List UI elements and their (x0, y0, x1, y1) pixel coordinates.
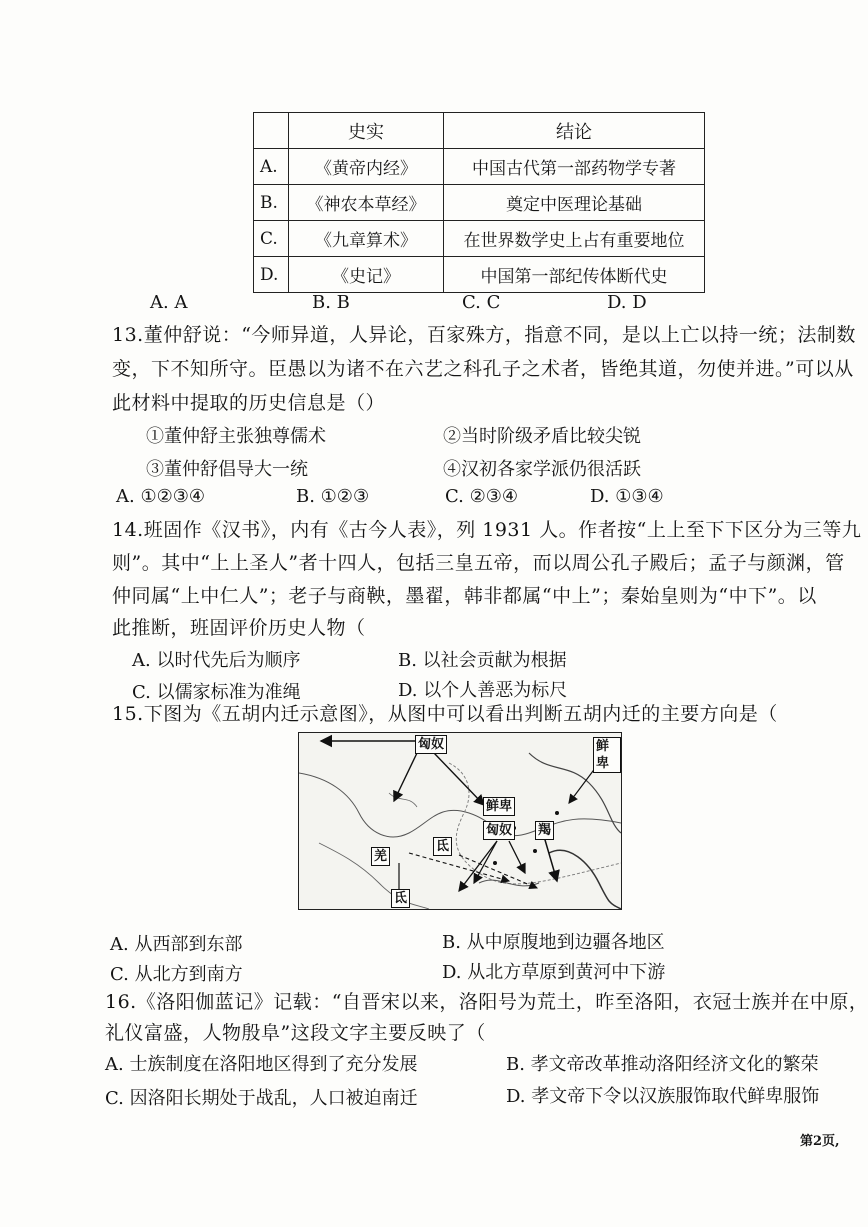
table-header-cell: 结论 (444, 113, 705, 149)
q13-stem-line-3: 此材料中提取的历史信息是（） (112, 392, 386, 414)
table-cell: 《九章算术》 (289, 221, 444, 257)
q16-stem-line-1: 16.《洛阳伽蓝记》记载：“自晋宋以来，洛阳号为荒土，昨至洛阳，衣冠士族并在中原， (105, 991, 868, 1013)
q16-stem-line-2: 礼仪富盛，人物殷阜”这段文字主要反映了（ (105, 1022, 486, 1044)
map-label-di-center: 氐 (433, 837, 452, 856)
map-label-jie: 羯 (535, 821, 554, 840)
q14-stem-line-1: 14.班固作《汉书》，内有《古今人表》，列 1931 人。作者按“上上至下下区分为三等九 (112, 519, 862, 541)
q12-option-b[interactable]: B. B (312, 292, 350, 313)
q13-option-d[interactable]: D. ①③④ (590, 486, 664, 507)
q13-statement-1: ①董仲舒主张独尊儒术 (146, 426, 326, 447)
q15-option-d[interactable]: D. 从北方草原到黄河中下游 (442, 962, 666, 983)
q14-stem-line-2: 则”。其中“上上圣人”者十四人，包括三皇五帝，而以周公孔子殿后；孟子与颜渊，管 (112, 552, 845, 574)
q14-stem-line-3: 仲同属“上中仁人”；老子与商鞅，墨翟，韩非都属“中上”；秦始皇则为“中下”。以 (112, 585, 817, 607)
table-cell: D. (254, 257, 289, 293)
table-header-cell: 史实 (289, 113, 444, 149)
q12-option-a[interactable]: A. A (150, 292, 188, 313)
q13-stem-line-2: 变，下不知所守。臣愚以为诸不在六艺之科孔子之术者，皆绝其道，勿使并进。”可以从 (112, 358, 854, 380)
q16-option-b[interactable]: B. 孝文帝改革推动洛阳经济文化的繁荣 (506, 1054, 819, 1075)
table-row (254, 221, 705, 257)
table-cell: B. (254, 185, 289, 221)
q14-option-b[interactable]: B. 以社会贡献为根据 (398, 650, 567, 671)
q14-option-d[interactable]: D. 以个人善恶为标尺 (398, 680, 568, 701)
five-hu-migration-map (298, 732, 622, 910)
q13-option-b[interactable]: B. ①②③ (296, 486, 370, 507)
q14-stem-line-4: 此推断，班固评价历史人物（ (112, 617, 366, 639)
table-cell: 《史记》 (289, 257, 444, 293)
table-row (254, 149, 705, 185)
q13-option-a[interactable]: A. ①②③④ (116, 486, 205, 507)
table-header-row (254, 113, 705, 149)
table-cell: A. (254, 149, 289, 185)
table-cell: 《神农本草经》 (289, 185, 444, 221)
q15-option-b[interactable]: B. 从中原腹地到边疆各地区 (442, 932, 665, 953)
map-label-xianbei: 鲜卑 (483, 797, 515, 816)
q12-option-d[interactable]: D. D (607, 292, 647, 313)
q13-statement-4: ④汉初各家学派仍很活跃 (443, 459, 641, 480)
q13-stem-line-1: 13.董仲舒说：“今师异道，人异论，百家殊方，指意不同，是以上亡以持一统；法制数 (112, 324, 856, 346)
q14-option-a[interactable]: A. 以时代先后为顺序 (132, 650, 301, 671)
table-row (254, 257, 705, 293)
q14-option-c[interactable]: C. 以儒家标准为准绳 (132, 682, 301, 703)
table-cell: 中国第一部纪传体断代史 (444, 257, 705, 293)
table-cell: 中国古代第一部药物学专著 (444, 149, 705, 185)
map-label-xianbei-northeast: 鲜卑 (593, 737, 621, 773)
map-drawing (299, 733, 621, 909)
q12-table (253, 112, 705, 293)
table-header-cell (254, 113, 289, 149)
table-row (254, 185, 705, 221)
q13-option-c[interactable]: C. ②③④ (445, 486, 518, 507)
q16-option-d[interactable]: D. 孝文帝下令以汉族服饰取代鲜卑服饰 (506, 1086, 820, 1107)
q13-statement-2: ②当时阶级矛盾比较尖锐 (443, 426, 641, 447)
q15-option-c[interactable]: C. 从北方到南方 (110, 964, 243, 985)
map-label-di-south: 氐 (391, 889, 410, 908)
q13-statement-3: ③董仲舒倡导大一统 (146, 459, 308, 480)
table-cell: 奠定中医理论基础 (444, 185, 705, 221)
table-cell: C. (254, 221, 289, 257)
table-cell: 在世界数学史上占有重要地位 (444, 221, 705, 257)
map-label-xiongnu-north: 匈奴 (415, 735, 447, 754)
q15-option-a[interactable]: A. 从西部到东部 (110, 934, 243, 955)
q15-stem: 15.下图为《五胡内迁示意图》，从图中可以看出判断五胡内迁的主要方向是（ (112, 703, 778, 725)
q12-option-c[interactable]: C. C (462, 292, 501, 313)
q16-option-a[interactable]: A. 士族制度在洛阳地区得到了充分发展 (105, 1054, 418, 1075)
map-label-qiang: 羌 (371, 847, 390, 866)
page-number: 第2页, (800, 1134, 840, 1149)
q16-option-c[interactable]: C. 因洛阳长期处于战乱，人口被迫南迁 (105, 1088, 418, 1109)
map-label-xiongnu: 匈奴 (483, 821, 515, 840)
table-cell: 《黄帝内经》 (289, 149, 444, 185)
